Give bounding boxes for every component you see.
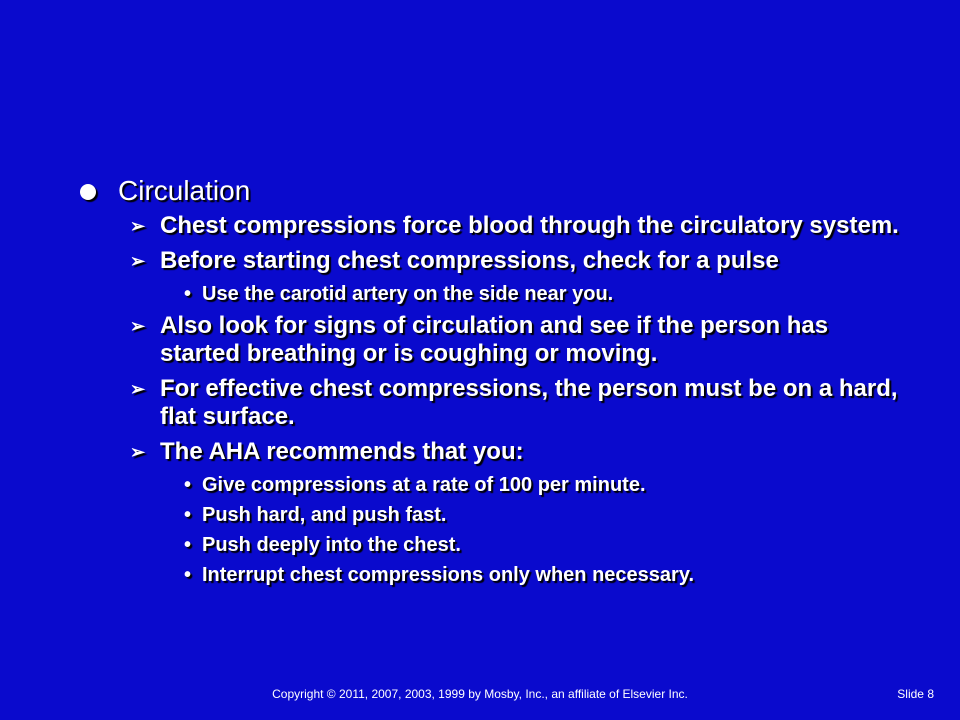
sub-bullet-text: Interrupt chest compressions only when necessary. xyxy=(202,564,695,586)
heading-item xyxy=(80,172,900,210)
dot-bullet-icon: • xyxy=(184,534,192,556)
round-bullet-icon xyxy=(80,184,96,200)
bullet-text: Chest compressions force blood through the circulatory system. xyxy=(160,212,899,239)
sub-bullet-text: Push hard, and push fast. xyxy=(202,504,447,526)
slide-content xyxy=(80,172,900,593)
dot-bullet-icon: • xyxy=(184,504,192,526)
sub-bullet-item xyxy=(80,563,900,587)
bullet-text: Before starting chest compressions, check for a pulse xyxy=(160,247,779,274)
sub-bullet-text: Push deeply into the chest. xyxy=(202,534,461,556)
bullet-item xyxy=(80,212,900,240)
dot-bullet-icon: • xyxy=(184,283,192,305)
bullet-item xyxy=(80,438,900,466)
sub-bullet-item xyxy=(80,473,900,497)
arrow-bullet-icon: ➢ xyxy=(130,379,146,399)
bullet-text: Also look for signs of circulation and see if the person has started breathing or is coughing or moving. xyxy=(160,312,829,367)
arrow-bullet-icon: ➢ xyxy=(130,316,146,336)
arrow-bullet-icon: ➢ xyxy=(130,216,146,236)
slide-number: Slide 8 xyxy=(897,687,934,701)
bullet-item xyxy=(80,312,900,368)
heading-text: Circulation xyxy=(118,175,251,206)
copyright-notice: Copyright © 2011, 2007, 2003, 1999 by Mosby, Inc., an affiliate of Elsevier Inc. xyxy=(272,687,688,701)
sub-bullet-text: Use the carotid artery on the side near you. xyxy=(202,283,614,305)
sub-bullet-item xyxy=(80,282,900,306)
bullet-text: The AHA recommends that you: xyxy=(160,438,524,465)
bullet-item xyxy=(80,247,900,275)
arrow-bullet-icon: ➢ xyxy=(130,251,146,271)
sub-bullet-text: Give compressions at a rate of 100 per minute. xyxy=(202,474,646,496)
bullet-text: For effective chest compressions, the person must be on a hard, flat surface. xyxy=(160,375,898,430)
sub-bullet-item xyxy=(80,503,900,527)
slide-footer xyxy=(0,685,960,703)
arrow-bullet-icon: ➢ xyxy=(130,442,146,462)
dot-bullet-icon: • xyxy=(184,564,192,586)
sub-bullet-item xyxy=(80,533,900,557)
dot-bullet-icon: • xyxy=(184,474,192,496)
bullet-item xyxy=(80,375,900,431)
